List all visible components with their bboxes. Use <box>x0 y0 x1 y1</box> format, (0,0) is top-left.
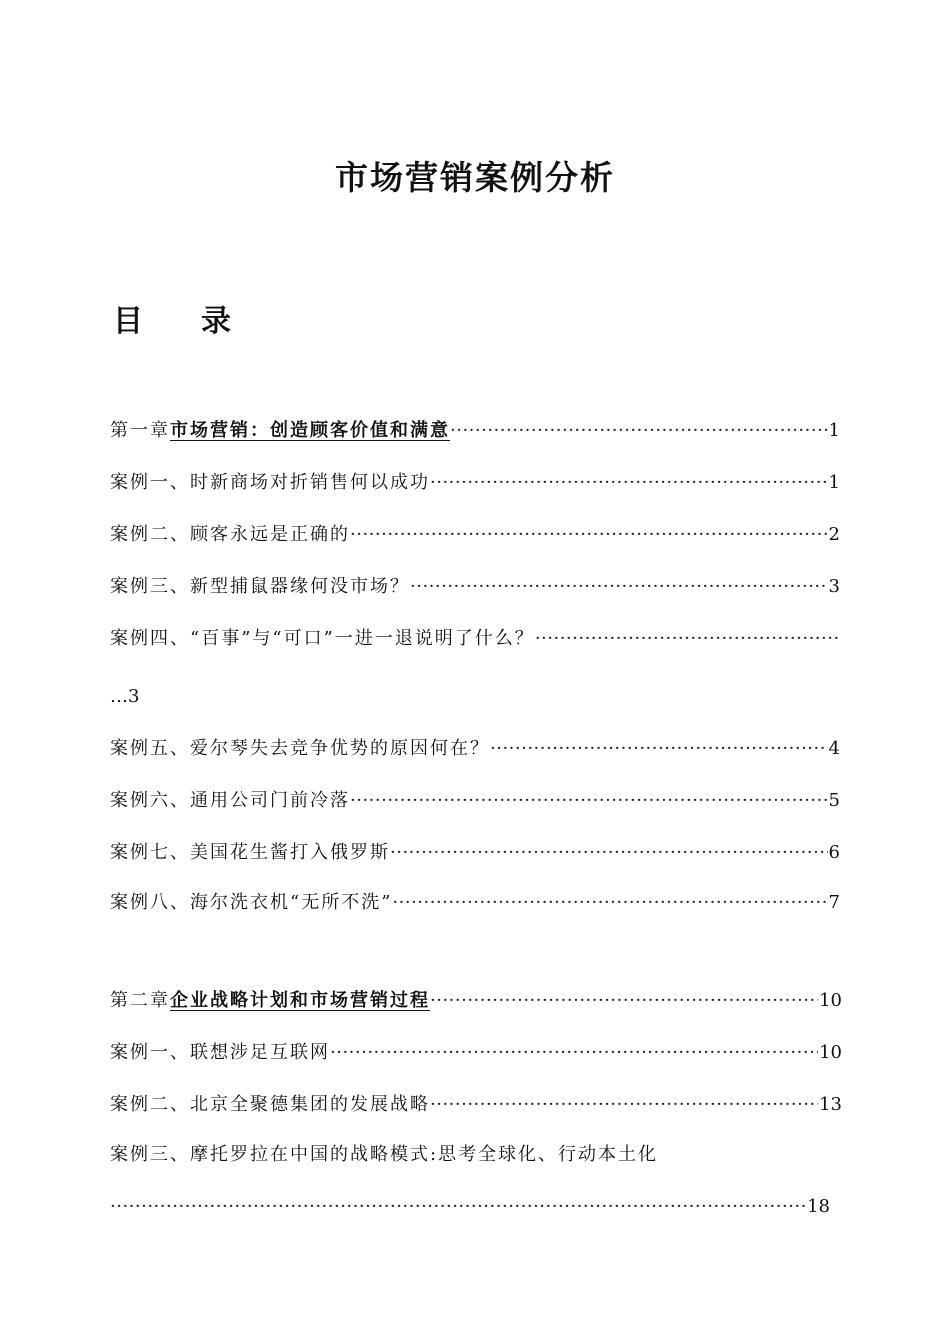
toc-chapter-1[interactable] <box>110 418 840 444</box>
entry-title: 案例二、北京全聚德集团的发展战略 <box>110 1094 430 1115</box>
dot-leader <box>430 988 818 1014</box>
page-number: 10 <box>819 990 842 1011</box>
chapter-title: 企业战略计划和市场营销过程 <box>170 990 430 1011</box>
entry-title: 案例四、“百事”与“可口”一进一退说明了什么？ <box>110 628 535 649</box>
page-number: 1 <box>828 420 840 441</box>
chapter-prefix: 第二章 <box>110 990 170 1011</box>
chapter-prefix: 第一章 <box>110 420 170 441</box>
page-number: 5 <box>828 790 840 811</box>
entry-title: 案例六、通用公司门前冷落 <box>110 790 350 811</box>
dot-leader <box>430 470 828 496</box>
page-number: 1 <box>828 472 840 493</box>
entry-title: 案例七、美国花生酱打入俄罗斯 <box>110 842 390 863</box>
toc-entry[interactable] <box>110 574 840 600</box>
dot-leader <box>350 788 828 814</box>
toc-heading-char-2: 录 <box>201 304 231 339</box>
page-number: 2 <box>828 524 840 545</box>
dot-leader <box>330 1040 818 1066</box>
entry-title: 案例三、摩托罗拉在中国的战略模式:思考全球化、行动本土化 <box>110 1144 659 1165</box>
toc-entry[interactable] <box>110 840 840 866</box>
chapter-title: 市场营销：创造顾客价值和满意 <box>170 420 450 441</box>
page-number: 18 <box>807 1196 830 1217</box>
dot-leader <box>430 1092 818 1118</box>
entry-title: 案例一、联想涉足互联网 <box>110 1042 330 1063</box>
toc-entry[interactable] <box>110 1040 842 1066</box>
page-number: 7 <box>828 892 840 913</box>
toc-entry[interactable] <box>110 1142 840 1168</box>
toc-entry[interactable] <box>110 470 840 496</box>
dot-leader <box>392 890 827 916</box>
dot-leader <box>110 1194 806 1220</box>
toc-entry[interactable] <box>110 890 840 916</box>
entry-continuation: …3 <box>110 686 140 707</box>
dot-leader <box>450 418 828 444</box>
entry-title: 案例二、顾客永远是正确的 <box>110 524 350 545</box>
dot-leader <box>350 522 828 548</box>
toc-chapter-2[interactable] <box>110 988 842 1014</box>
entry-title: 案例八、海尔洗衣机“无所不洗” <box>110 892 393 913</box>
toc-heading <box>113 296 231 340</box>
page-number: 6 <box>828 842 840 863</box>
entry-title: 案例一、时新商场对折销售何以成功 <box>110 472 430 493</box>
toc-heading-char-1: 目 <box>113 304 143 339</box>
dot-leader <box>390 840 828 866</box>
toc-entry[interactable] <box>110 1092 842 1118</box>
dot-leader <box>535 626 840 652</box>
toc-entry-continuation <box>110 1194 830 1220</box>
page-number: 10 <box>819 1042 842 1063</box>
entry-title: 案例五、爱尔琴失去竞争优势的原因何在？ <box>110 738 490 759</box>
toc-entry[interactable] <box>110 626 840 652</box>
page-number: 4 <box>828 738 840 759</box>
dot-leader <box>490 736 828 762</box>
toc-entry[interactable] <box>110 736 840 762</box>
toc-entry[interactable] <box>110 522 840 548</box>
entry-title: 案例三、新型捕鼠器缘何没市场？ <box>110 576 410 597</box>
page-number: 13 <box>819 1094 842 1115</box>
document-title: 市场营销案例分析 <box>335 158 615 197</box>
page-number: 3 <box>828 576 840 597</box>
dot-leader <box>410 574 828 600</box>
toc-entry[interactable] <box>110 788 840 814</box>
